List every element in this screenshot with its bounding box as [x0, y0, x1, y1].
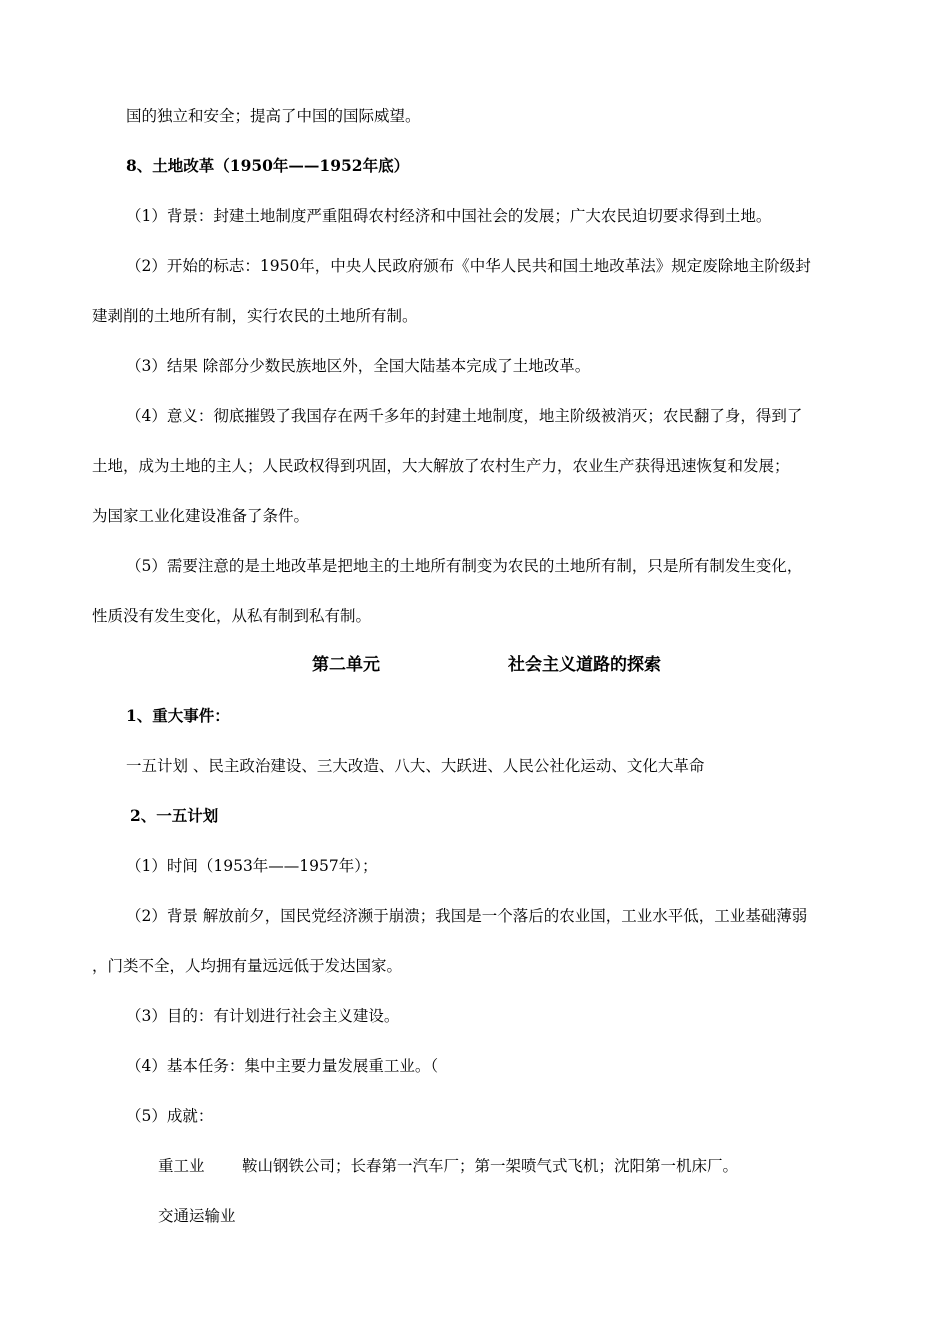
paragraph-line: （2）背景 解放前夕，国民党经济濒于崩溃；我国是一个落后的农业国，工业水平低，工业基础薄弱 — [126, 907, 808, 925]
unit-title-number: 第二单元 — [312, 655, 380, 675]
paragraph-line: （3）目的：有计划进行社会主义建设。 — [126, 1007, 400, 1025]
unit-title-name: 社会主义道路的探索 — [508, 655, 661, 675]
achievement-detail: 鞍山钢铁公司；长春第一汽车厂；第一架喷气式飞机；沈阳第一机床厂。 — [242, 1157, 739, 1175]
paragraph-line: （1）背景：封建土地制度严重阻碍农村经济和中国社会的发展；广大农民迫切要求得到土地。 — [126, 207, 772, 225]
paragraph-line: （1）时间（1953年——1957年）； — [126, 857, 378, 875]
paragraph-line: （4）意义：彻底摧毁了我国存在两千多年的封建土地制度，地主阶级被消灭；农民翻了身，得到了 — [126, 407, 803, 425]
section-heading-major-events: 1、重大事件： — [126, 706, 230, 725]
paragraph-line: （5）需要注意的是土地改革是把地主的土地所有制变为农民的土地所有制，只是所有制发生变化， — [126, 557, 803, 575]
achievement-category: 交通运输业 — [158, 1207, 236, 1225]
paragraph-line: ，门类不全，人均拥有量远远低于发达国家。 — [92, 957, 403, 975]
paragraph-line: 为国家工业化建设准备了条件。 — [92, 507, 310, 525]
paragraph-line: （5）成就： — [126, 1107, 214, 1125]
paragraph-line: （2）开始的标志：1950年，中央人民政府颁布《中华人民共和国土地改革法》规定废除地主阶级封 — [126, 257, 811, 275]
paragraph-line: 性质没有发生变化，从私有制到私有制。 — [92, 607, 372, 625]
paragraph-line: （4）基本任务：集中主要力量发展重工业。（ — [126, 1057, 439, 1075]
section-heading-land-reform: 8、土地改革（1950年——1952年底） — [126, 156, 410, 175]
section-heading-five-year-plan: 2、一五计划 — [130, 806, 219, 825]
paragraph-line: 建剥削的土地所有制，实行农民的土地所有制。 — [92, 307, 418, 325]
paragraph-line: （3）结果 除部分少数民族地区外，全国大陆基本完成了土地改革。 — [126, 357, 591, 375]
paragraph-line: 土地，成为土地的主人；人民政权得到巩固，大大解放了农村生产力，农业生产获得迅速恢复和发展； — [92, 457, 790, 475]
paragraph-line: 国的独立和安全；提高了中国的国际威望。 — [126, 107, 421, 125]
achievement-category: 重工业 — [158, 1157, 205, 1175]
paragraph-line: 一五计划 、民主政治建设、三大改造、八大、大跃进、人民公社化运动、文化大革命 — [126, 757, 705, 775]
